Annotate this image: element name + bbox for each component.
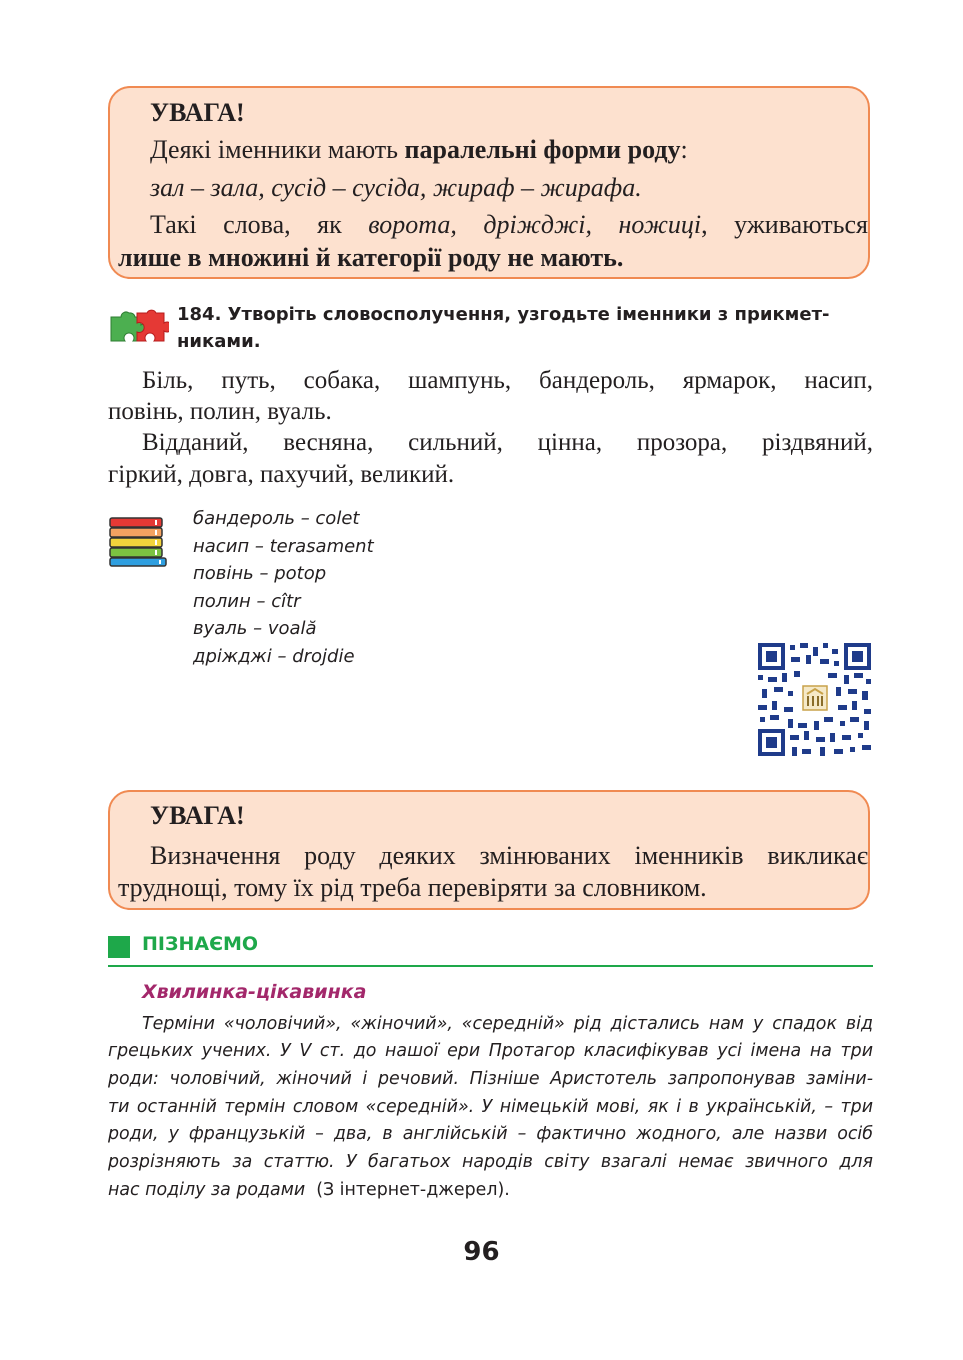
nouns-line-1: Біль, путь, собака, шампунь, бандероль, ярмарок, насип, [142, 367, 873, 394]
fact-line-last [108, 1180, 873, 1200]
fact-line: роди, у французькій – два, в англійській – фактично жодного, але назви осіб [108, 1124, 873, 1144]
vocab-item: вуаль – voală [193, 618, 317, 639]
vocab-item: повінь – potop [193, 563, 327, 584]
attention-line-3 [150, 210, 868, 240]
text-span: , уживаються [701, 210, 868, 239]
section-marker [108, 936, 130, 958]
task-184-line-1: 184. Утворіть словосполучення, узгодьте іменники з прикмет- [177, 304, 830, 325]
attention-box-1 [108, 86, 870, 279]
fact-line: ти останній термін словом «середній». У німецькій мові, як і в українській, – три [108, 1097, 873, 1117]
qr-code[interactable] [758, 643, 871, 756]
page-number: 96 [463, 1237, 500, 1267]
fact-line: роди: чоловічий, жіночий і речовий. Пізніше Аристотель запропонував заміни- [108, 1069, 873, 1089]
source-note: (З інтернет-джерел). [316, 1180, 510, 1200]
vocab-item: бандероль – colet [193, 508, 360, 529]
section-divider [108, 965, 873, 967]
adjectives-line-1: Відданий, весняна, сильний, цінна, прозора, різдвяний, [142, 429, 873, 456]
task-184-line-2: никами. [177, 331, 261, 352]
text-span: нас поділу за родами [108, 1180, 306, 1200]
text-span: : [680, 135, 688, 164]
section-title: ПІЗНАЄМО [142, 933, 259, 955]
fact-line: грецьких учених. У V ст. до нашої ери Протагор класифікував усі імена на три [108, 1041, 873, 1061]
attention-line-4: лише в множині й категорії роду не мають. [118, 243, 624, 272]
italic-term: ворота, дріжджі, ножиці [368, 210, 702, 239]
attention-line-1 [150, 135, 688, 165]
vocab-item: полин – cîtr [193, 591, 301, 612]
vocab-item: дріжджі – drojdie [193, 646, 355, 667]
adjectives-line-2: гіркий, довга, пахучий, великий. [108, 461, 455, 488]
bold-term: паралельні форми роду [404, 135, 681, 164]
attention-title: УВАГА! [150, 801, 245, 830]
vocab-item: насип – terasament [193, 536, 374, 557]
attention-box-2 [108, 790, 870, 910]
fact-line: Терміни «чоловічий», «жіночий», «середній» рід дістались нам у спадок від [142, 1014, 873, 1034]
fact-line: розрізняють за статтю. У багатьох народів світу взагалі немає звичного для [108, 1152, 873, 1172]
attention-line-1: Визначення роду деяких змінюваних іменників викликає [150, 841, 868, 870]
attention-title: УВАГА! [150, 98, 245, 127]
text-span: Деякі іменники мають [150, 135, 405, 164]
books-icon [108, 516, 168, 568]
attention-line-2: труднощі, тому їх рід треба перевіряти за словником. [118, 873, 707, 902]
fact-subtitle: Хвилинка-цікавинка [142, 981, 367, 1003]
attention-examples: зал – зала, сусід – сусіда, жираф – жирафа. [150, 173, 642, 202]
nouns-line-2: повінь, полин, вуаль. [108, 398, 332, 425]
puzzle-icon [107, 305, 169, 345]
text-span: Такі слова, як [150, 210, 369, 239]
